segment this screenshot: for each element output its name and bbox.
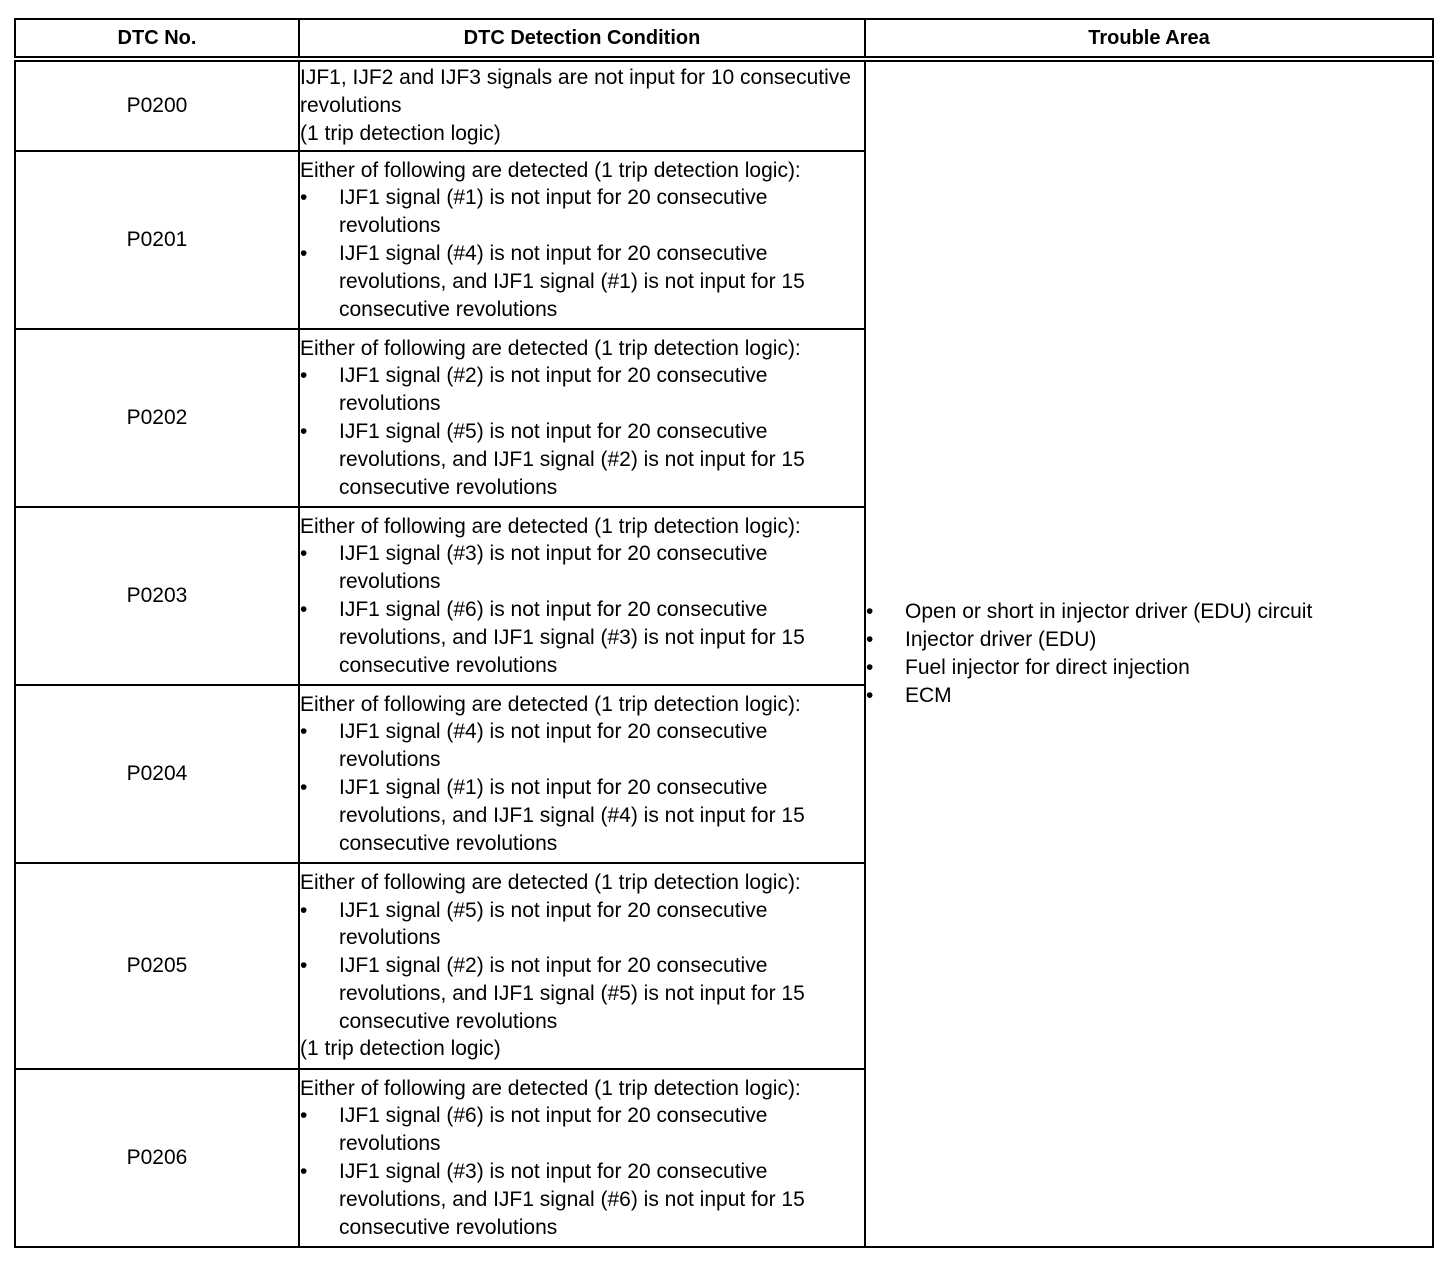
trouble-area-item xyxy=(866,682,1432,710)
dtc-code: P0201 xyxy=(15,151,299,329)
trouble-area-item-text: ECM xyxy=(905,683,952,707)
condition-lead: Either of following are detected (1 trip detection logic): xyxy=(300,870,801,894)
condition-item xyxy=(300,596,864,679)
condition-item-text: IJF1 signal (#5) is not input for 20 consecutive revolutions xyxy=(339,898,768,950)
bullet-icon: • xyxy=(866,600,874,624)
condition-lead: IJF1, IJF2 and IJF3 signals are not input for 10 consecutive revolutions xyxy=(300,66,851,118)
bullet-icon: • xyxy=(300,720,308,744)
bullet-icon: • xyxy=(300,598,308,621)
dtc-code: P0205 xyxy=(15,863,299,1069)
condition-lead: Either of following are detected (1 trip detection logic): xyxy=(300,692,801,716)
condition-item-text: IJF1 signal (#4) is not input for 20 consecutive revolutions, and IJF1 signal (#1) is not input for 15 consecutive revolutions xyxy=(339,242,805,321)
condition-lead: Either of following are detected (1 trip detection logic): xyxy=(300,158,801,182)
header-trouble-area: Trouble Area xyxy=(865,19,1433,59)
detection-condition xyxy=(299,329,865,507)
bullet-icon: • xyxy=(866,628,874,652)
trouble-area-item xyxy=(866,654,1432,682)
bullet-icon: • xyxy=(300,364,308,388)
condition-item xyxy=(300,240,864,323)
condition-item-text: IJF1 signal (#2) is not input for 20 consecutive revolutions xyxy=(339,364,768,416)
condition-item xyxy=(300,897,864,953)
condition-list xyxy=(300,540,864,679)
condition-item xyxy=(300,774,864,857)
condition-item-text: IJF1 signal (#5) is not input for 20 consecutive revolutions, and IJF1 signal (#2) is not input for 15 consecutive revolutions xyxy=(339,420,805,499)
condition-item-text: IJF1 signal (#3) is not input for 20 consecutive revolutions, and IJF1 signal (#6) is not input for 15 consecutive revolutions xyxy=(339,1160,805,1239)
header-detection-condition: DTC Detection Condition xyxy=(299,19,865,59)
detection-condition xyxy=(299,507,865,685)
condition-list xyxy=(300,362,864,501)
condition-item-text: IJF1 signal (#6) is not input for 20 consecutive revolutions, and IJF1 signal (#3) is not input for 15 consecutive revolutions xyxy=(339,598,805,677)
condition-item xyxy=(300,952,864,1035)
condition-item-text: IJF1 signal (#1) is not input for 20 consecutive revolutions xyxy=(339,186,768,238)
condition-list xyxy=(300,718,864,857)
condition-list xyxy=(300,1102,864,1241)
bullet-icon: • xyxy=(866,656,874,679)
trouble-area xyxy=(865,59,1433,1247)
bullet-icon: • xyxy=(866,683,874,707)
condition-item-text: IJF1 signal (#3) is not input for 20 consecutive revolutions xyxy=(339,542,768,594)
trouble-area-list xyxy=(866,598,1432,709)
trouble-area-item xyxy=(866,626,1432,654)
table-body xyxy=(15,59,1433,1247)
condition-item xyxy=(300,1102,864,1158)
detection-condition xyxy=(299,59,865,151)
dtc-code: P0206 xyxy=(15,1069,299,1247)
dtc-code: P0202 xyxy=(15,329,299,507)
condition-item-text: IJF1 signal (#4) is not input for 20 consecutive revolutions xyxy=(339,720,768,772)
condition-item xyxy=(300,362,864,418)
condition-item xyxy=(300,718,864,774)
header-row xyxy=(15,19,1433,59)
condition-list xyxy=(300,897,864,1036)
condition-item xyxy=(300,540,864,596)
bullet-icon: • xyxy=(300,954,308,978)
header-dtc-no: DTC No. xyxy=(15,19,299,59)
condition-item xyxy=(300,418,864,501)
bullet-icon: • xyxy=(300,1160,308,1183)
dtc-code: P0203 xyxy=(15,507,299,685)
condition-trail: (1 trip detection logic) xyxy=(300,1037,501,1061)
detection-condition xyxy=(299,1069,865,1247)
bullet-icon: • xyxy=(300,420,308,443)
bullet-icon: • xyxy=(300,186,308,210)
trouble-area-item-text: Injector driver (EDU) xyxy=(905,628,1097,652)
dtc-code: P0200 xyxy=(15,59,299,151)
condition-item xyxy=(300,1158,864,1241)
condition-item-text: IJF1 signal (#1) is not input for 20 consecutive revolutions, and IJF1 signal (#4) is not input for 15 consecutive revolutions xyxy=(339,776,805,855)
condition-lead: Either of following are detected (1 trip detection logic): xyxy=(300,1076,801,1100)
condition-list xyxy=(300,184,864,323)
bullet-icon: • xyxy=(300,898,308,922)
condition-item-text: IJF1 signal (#2) is not input for 20 consecutive revolutions, and IJF1 signal (#5) is not input for 15 consecutive revolutions xyxy=(339,954,805,1033)
condition-lead: Either of following are detected (1 trip detection logic): xyxy=(300,336,801,360)
trouble-area-item-text: Fuel injector for direct injection xyxy=(905,656,1190,679)
trouble-area-item xyxy=(866,598,1432,626)
bullet-icon: • xyxy=(300,242,308,265)
condition-trail: (1 trip detection logic) xyxy=(300,121,501,145)
bullet-icon: • xyxy=(300,542,308,566)
dtc-code: P0204 xyxy=(15,685,299,863)
detection-condition xyxy=(299,863,865,1069)
table-row xyxy=(15,59,1433,151)
condition-item xyxy=(300,184,864,240)
trouble-area-item-text: Open or short in injector driver (EDU) circuit xyxy=(905,600,1313,624)
dtc-table xyxy=(14,18,1434,1248)
condition-lead: Either of following are detected (1 trip detection logic): xyxy=(300,514,801,538)
detection-condition xyxy=(299,151,865,329)
condition-item-text: IJF1 signal (#6) is not input for 20 consecutive revolutions xyxy=(339,1104,768,1156)
detection-condition xyxy=(299,685,865,863)
bullet-icon: • xyxy=(300,1104,308,1128)
bullet-icon: • xyxy=(300,776,308,799)
